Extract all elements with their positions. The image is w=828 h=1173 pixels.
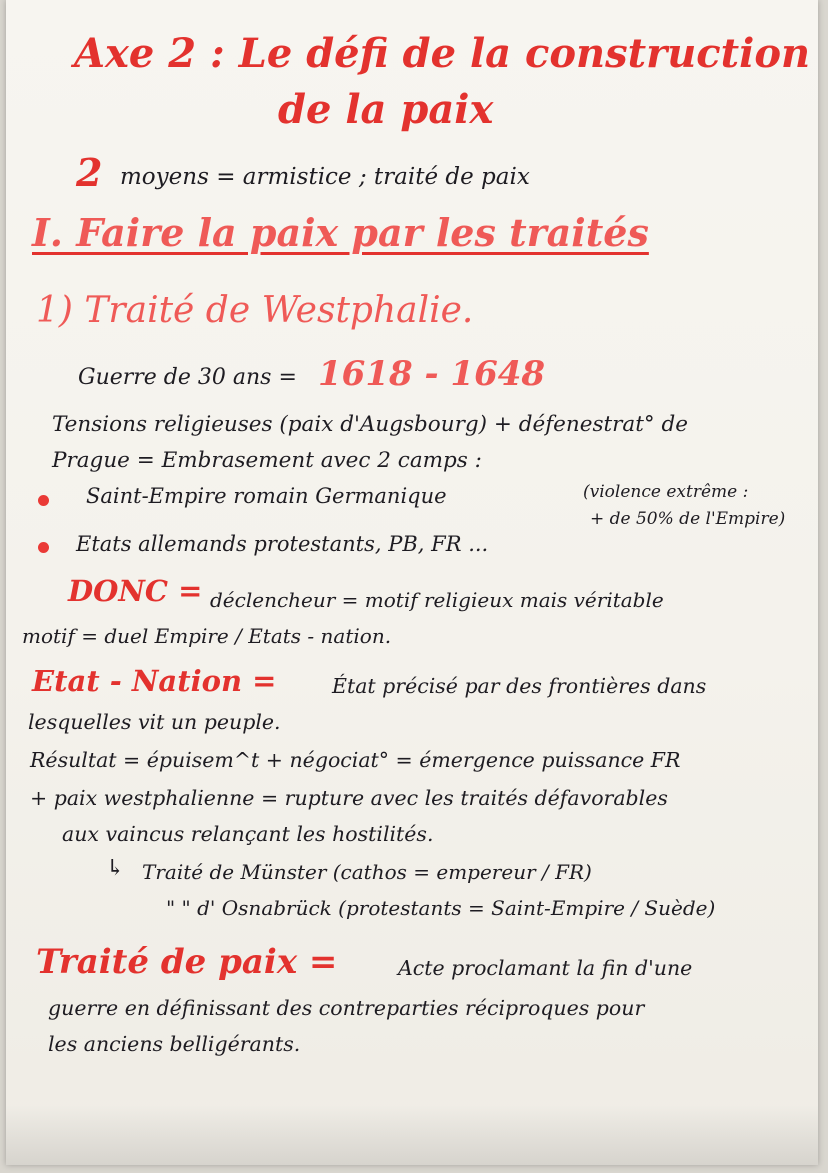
axe-title-line2: de la paix [278,86,494,133]
traite-de-paix-line2: guerre en définissant des contreparties réciproques pour [48,996,645,1020]
guerre-label: Guerre de 30 ans = [78,365,297,390]
notebook-sheet [6,0,818,1165]
donc-line1: déclencheur = motif religieux mais véritable [210,588,664,612]
camp-note-line2: + de 50% de l'Empire) [590,509,786,529]
traite-item: " " d' Osnabrück (protestants = Saint-Empire / Suède) [166,896,716,920]
camp-bullet [38,495,49,506]
camp-note-line1: (violence extrême : [583,482,749,502]
section-title: I. Faire la paix par les traités [32,210,649,255]
donc-label: DONC = [68,574,203,608]
moyens-number: 2 [76,150,103,195]
traite-de-paix-line3: les anciens belligérants. [48,1032,301,1056]
moyens-text: moyens = armistice ; traité de paix [120,164,530,190]
resultat-line3: aux vaincus relançant les hostilités. [62,822,434,846]
etat-nation-line2: lesquelles vit un peuple. [28,710,281,734]
camp-item: Etats allemands protestants, PB, FR ... [76,532,489,556]
etat-nation-label: Etat - Nation = [32,664,277,698]
guerre-dates: 1618 - 1648 [318,354,546,394]
arrow-right-icon: ↳ [106,856,125,881]
donc-line2: motif = duel Empire / Etats - nation. [22,624,392,648]
resultat-line1: Résultat = épuisem^t + négociat° = émergence puissance FR [30,748,681,772]
subsection-title: 1) Traité de Westphalie. [36,290,474,331]
etat-nation-line1: État précisé par des frontières dans [332,674,707,698]
axe-title-line1: Axe 2 : Le défi de la construction [74,30,811,77]
camp-bullet [38,542,49,553]
traite-de-paix-label: Traité de paix = [36,942,338,982]
tensions-line1: Tensions religieuses (paix d'Augsbourg) + défenestrat° de [52,412,688,437]
resultat-line2: + paix westphalienne = rupture avec les traités défavorables [30,786,668,810]
tensions-line2: Prague = Embrasement avec 2 camps : [52,448,482,473]
traite-de-paix-line1: Acte proclamant la fin d'une [398,956,693,980]
traite-item: Traité de Münster (cathos = empereur / FR) [142,860,592,884]
camp-item: Saint-Empire romain Germanique [86,484,447,508]
